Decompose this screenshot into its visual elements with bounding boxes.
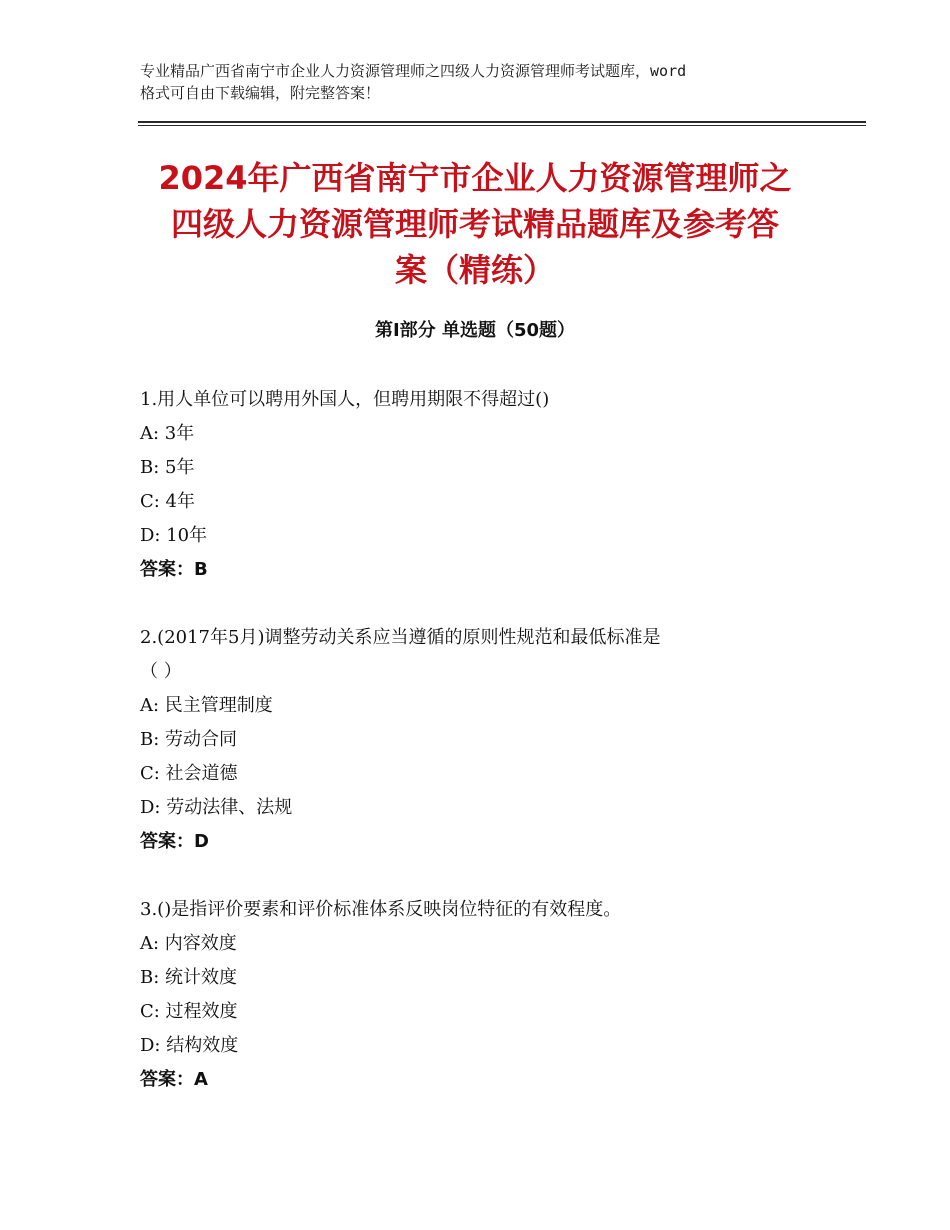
option-c: C: 社会道德 bbox=[140, 763, 238, 784]
option-c: C: 过程效度 bbox=[140, 1001, 238, 1022]
header-note-line-1: 专业精品广西省南宁市企业人力资源管理师之四级人力资源管理师考试题库，word bbox=[140, 62, 687, 80]
header-divider-thin bbox=[138, 125, 866, 126]
header-note-line-2: 格式可自由下载编辑，附完整答案！ bbox=[140, 84, 381, 102]
answer-line: 答案：B bbox=[140, 559, 208, 580]
option-b: B: 统计效度 bbox=[140, 967, 238, 988]
question-list bbox=[140, 383, 820, 1131]
answer-line: 答案：D bbox=[140, 831, 209, 852]
option-c: C: 4年 bbox=[140, 491, 196, 512]
header-divider-thick bbox=[138, 121, 866, 123]
option-d: D: 结构效度 bbox=[140, 1035, 239, 1056]
section-heading: 第Ⅰ部分 单选题（50题） bbox=[374, 320, 575, 341]
option-a: A: 3年 bbox=[140, 423, 195, 444]
question-stem: 1.用人单位可以聘用外国人，但聘用期限不得超过() bbox=[140, 389, 550, 410]
option-a: A: 民主管理制度 bbox=[140, 695, 273, 716]
title-line-2: 四级人力资源管理师考试精品题库及参考答 bbox=[170, 205, 779, 243]
option-b: B: 5年 bbox=[140, 457, 195, 478]
question-item bbox=[140, 383, 820, 587]
title-line-3: 案（精练） bbox=[394, 251, 555, 289]
answer-line: 答案：A bbox=[140, 1069, 208, 1090]
question-stem: 3.()是指评价要素和评价标准体系反映岗位特征的有效程度。 bbox=[140, 899, 622, 920]
option-d: D: 10年 bbox=[140, 525, 208, 546]
option-b: B: 劳动合同 bbox=[140, 729, 238, 750]
question-item bbox=[140, 893, 820, 1097]
option-a: A: 内容效度 bbox=[140, 933, 237, 954]
question-item bbox=[140, 621, 820, 859]
question-stem: 2.(2017年5月)调整劳动关系应当遵循的原则性规范和最低标准是 bbox=[140, 627, 661, 648]
question-stem-continued: （ ） bbox=[140, 661, 182, 682]
document-title bbox=[130, 155, 820, 293]
option-d: D: 劳动法律、法规 bbox=[140, 797, 293, 818]
header-note bbox=[140, 60, 820, 104]
title-line-1: 2024年广西省南宁市企业人力资源管理师之 bbox=[158, 159, 792, 197]
